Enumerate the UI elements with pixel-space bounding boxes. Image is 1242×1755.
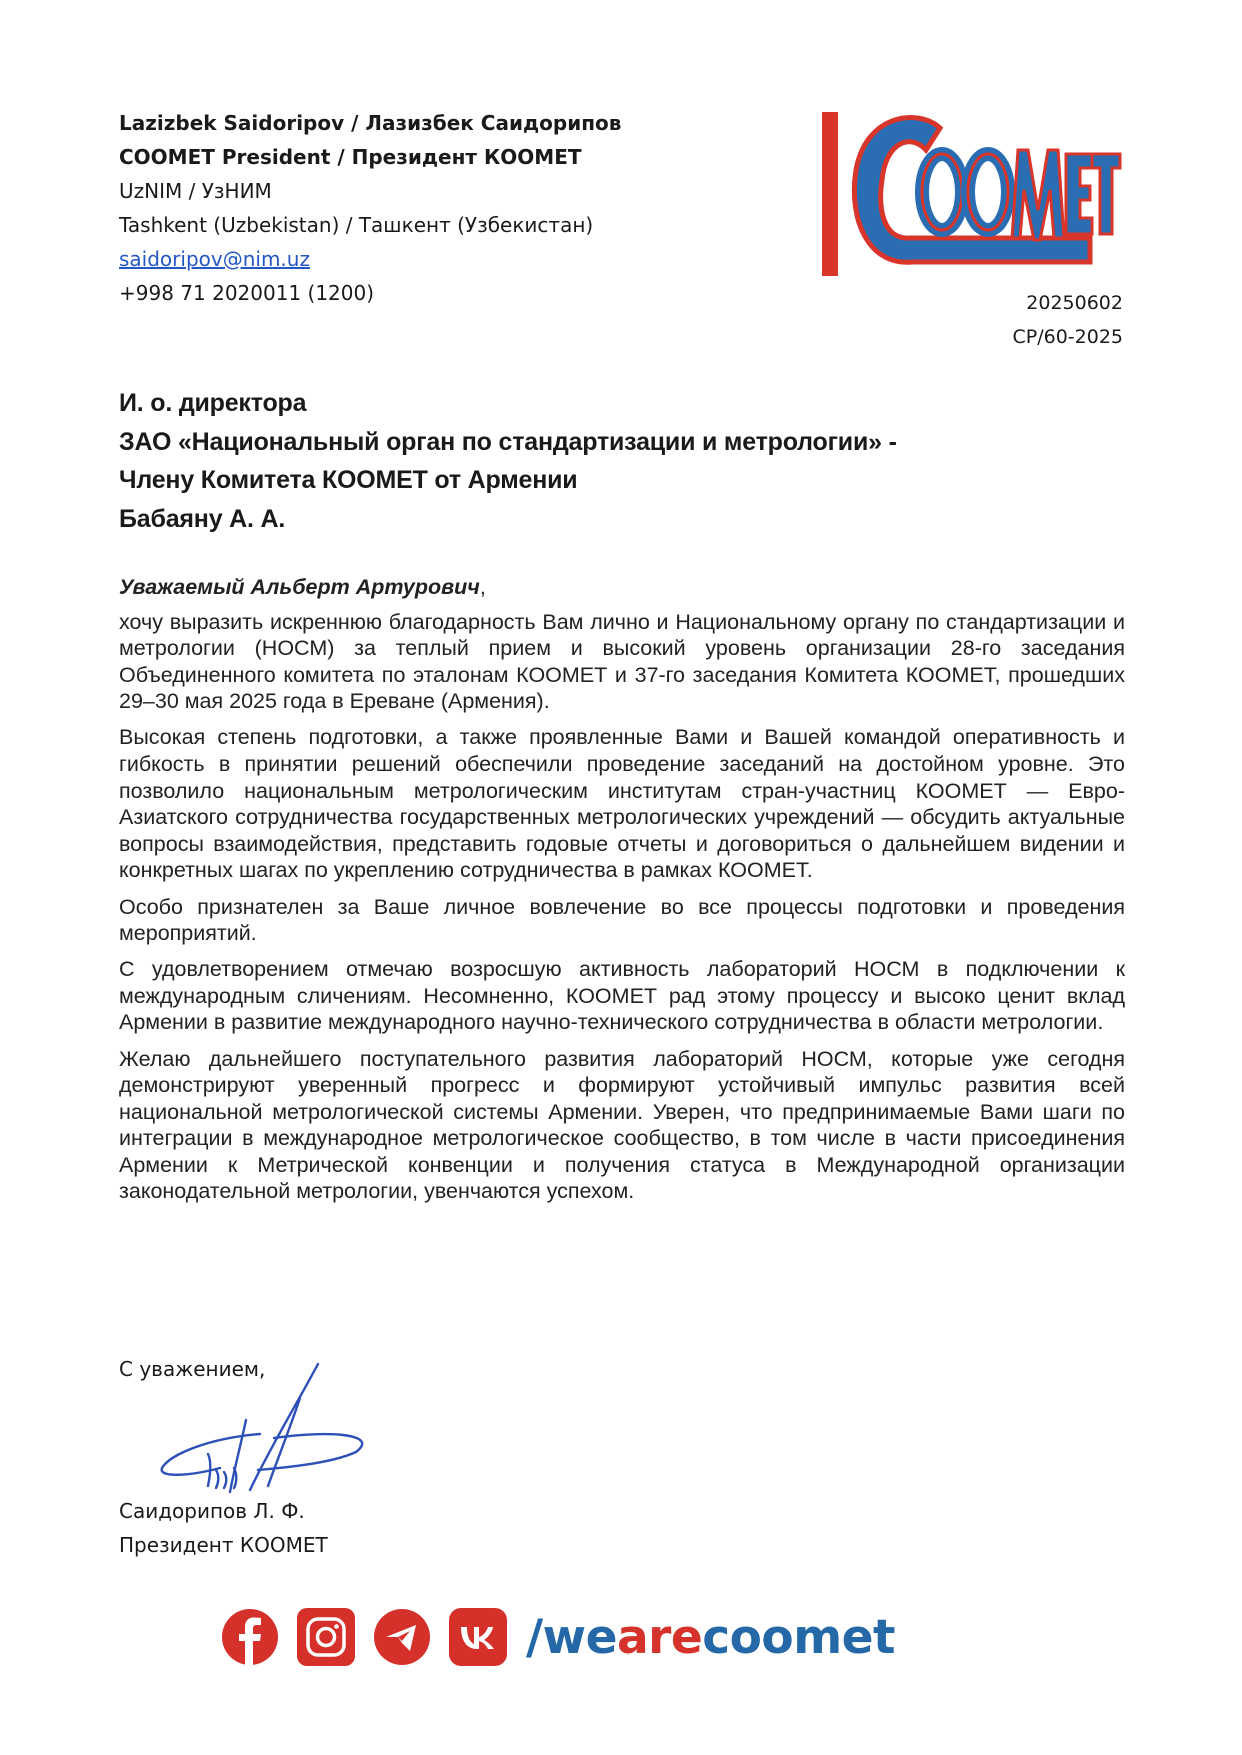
- sender-location: Tashkent (Uzbekistan) / Ташкент (Узбекистан): [119, 213, 594, 237]
- logo-red-bar: [822, 112, 838, 276]
- signature-image: [150, 1358, 370, 1498]
- sender-institute: UzNIM / УзНИМ: [119, 179, 272, 203]
- salutation: Уважаемый Альберт Артурович,: [119, 575, 486, 599]
- facebook-link[interactable]: [220, 1607, 280, 1667]
- social-footer: [220, 1607, 895, 1667]
- sender-title: COOMET President / Президент КООМЕТ: [119, 145, 582, 169]
- letter-body: [119, 574, 1125, 1215]
- paragraph: С удовлетворением отмечаю возросшую активность лабораторий НОСМ в подключении к международным сличениям. Несомненно, КООМЕТ рад этому процессу и высоко ценит вклад Армении в развитие международного научно-технического сотрудничества в области метрологии.: [119, 957, 1125, 1035]
- sender-name: Lazizbek Saidoripov / Лазизбек Саидорипов: [119, 111, 622, 135]
- instagram-icon: [296, 1607, 356, 1667]
- paragraph: Особо признателен за Ваше личное вовлечение во все процессы подготовки и проведения мероприятий.: [119, 894, 1125, 946]
- signer-title: Президент КООМЕТ: [119, 1533, 328, 1557]
- addressee-line: Бабаяну А. А.: [119, 504, 286, 533]
- sender-block: [119, 106, 621, 310]
- paragraph: Желаю дальнейшего поступательного развития лабораторий НОСМ, которые уже сегодня демонстрируют уверенный прогресс и формируют устойчивый импульс развития всей национальной метрологической системы Армении. Уверен, что предпринимаемые Вами шаги по интеграции в международное метрологическое сообщество, в том числе в части присоединения Армении к Метрической конвенции и получения статуса в Международной организации законодательной метрологии, увенчаются успехом.: [119, 1046, 1125, 1204]
- date-code: 20250602: [1026, 292, 1123, 314]
- logo-letter-m: [1012, 150, 1064, 240]
- sender-phone: +998 71 2020011 (1200): [119, 281, 375, 305]
- logo-letter-e: [1066, 154, 1092, 234]
- coomet-logo: [822, 110, 1122, 278]
- vk-link[interactable]: [448, 1607, 508, 1667]
- signer-block: [119, 1494, 328, 1562]
- paragraph: хочу выразить искреннюю благодарность Вам лично и Национальному органу по стандартизации и метрологии (НОСМ) за теплый прием и высокий уровень организации 28-го заседания Объединенного комитета по эталонам КООМЕТ и 37-го заседания Комитета КООМЕТ, прошедших 29–30 мая 2025 года в Ереване (Армения).: [119, 609, 1125, 714]
- logo-letter-t: [1092, 154, 1120, 234]
- vk-icon: [448, 1607, 508, 1667]
- addressee-line: ЗАО «Национальный орган по стандартизации и метрологии» -: [119, 427, 897, 456]
- document-refs: [1012, 286, 1123, 354]
- instagram-link[interactable]: [296, 1607, 356, 1667]
- signer-name: Саидорипов Л. Ф.: [119, 1499, 305, 1523]
- addressee-line: И. о. директора: [119, 389, 307, 417]
- sender-email-link[interactable]: saidoripov@nim.uz: [119, 247, 310, 271]
- paragraph: Высокая степень подготовки, а также проявленные Вами и Вашей командой оперативность и гибкость в принятии решений обеспечили проведение заседаний на достойном уровне. Это позволило национальным метрологическим институтам стран-участниц КООМЕТ — Евро-Азиатского сотрудничества государственных метрологических учреждений — обсудить актуальные вопросы взаимодействия, представить годовые отчеты и договориться о дальнейшем видении и конкретных шагах по укреплению сотрудничества в рамках КООМЕТ.: [119, 725, 1125, 883]
- document-number: CP/60-2025: [1012, 326, 1123, 348]
- telegram-icon: [372, 1607, 432, 1667]
- facebook-icon: [220, 1607, 280, 1667]
- closing: С уважением,: [119, 1357, 266, 1381]
- social-handle[interactable]: /wearecoomet: [526, 1609, 896, 1665]
- telegram-link[interactable]: [372, 1607, 432, 1667]
- addressee-line: Члену Комитета КООМЕТ от Армении: [119, 466, 578, 494]
- salutation-name: Уважаемый Альберт Артурович: [119, 575, 480, 599]
- addressee-block: [119, 384, 897, 538]
